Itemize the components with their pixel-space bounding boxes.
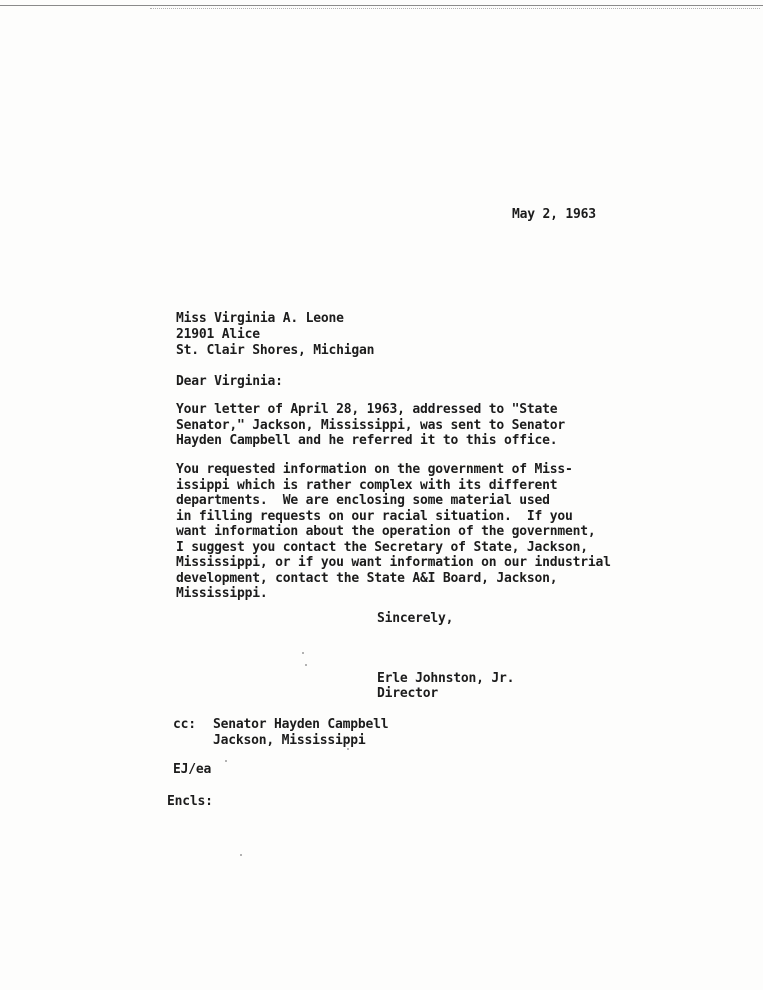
paragraph-line: development, contact the State A&I Board, Jackson,: [176, 570, 558, 586]
paragraph-line: issippi which is rather complex with its different: [176, 477, 558, 493]
salutation: Dear Virginia:: [176, 374, 283, 389]
recipient-name: Miss Virginia A. Leone: [176, 311, 344, 326]
typist-initials: EJ/ea: [173, 762, 212, 777]
scan-speck: [240, 854, 242, 856]
signer-name: Erle Johnston, Jr.: [377, 671, 515, 686]
paragraph-line: want information about the operation of the government,: [176, 524, 596, 539]
enclosure-note: Encls:: [167, 794, 213, 809]
scan-speck: [347, 748, 349, 750]
scan-speck: [302, 652, 304, 654]
scan-edge-line: [0, 5, 763, 6]
cc-name: Senator Hayden Campbell: [213, 717, 389, 732]
paragraph-line: in filling requests on our racial situation. If you: [176, 508, 573, 524]
body-paragraph-2: [176, 462, 616, 602]
paragraph-line: Senator," Jackson, Mississippi, was sent to Senator: [176, 417, 565, 433]
paragraph-line: I suggest you contact the Secretary of State, Jackson,: [176, 539, 588, 555]
cc-place: Jackson, Mississippi: [213, 733, 366, 748]
recipient-street: 21901 Alice: [176, 327, 260, 342]
cc-label: cc:: [173, 717, 196, 732]
recipient-city: St. Clair Shores, Michigan: [176, 343, 375, 358]
letter-date: May 2, 1963: [512, 207, 596, 222]
scan-edge-line-dotted: [150, 8, 760, 9]
signer-title: Director: [377, 686, 439, 701]
scan-speck: [225, 760, 227, 762]
body-paragraph-1: [176, 402, 616, 449]
paragraph-line: Mississippi, or if you want information on our industrial: [176, 555, 611, 570]
paragraph-line: Hayden Campbell and he referred it to this office.: [176, 433, 558, 448]
paragraph-line: Your letter of April 28, 1963, addressed to "State: [176, 402, 558, 417]
paragraph-line: Mississippi.: [176, 586, 268, 601]
paragraph-line: departments. We are enclosing some material used: [176, 493, 550, 508]
paragraph-line: You requested information on the government of Miss-: [176, 462, 573, 477]
scan-speck: [305, 664, 307, 666]
closing: Sincerely,: [377, 611, 454, 626]
